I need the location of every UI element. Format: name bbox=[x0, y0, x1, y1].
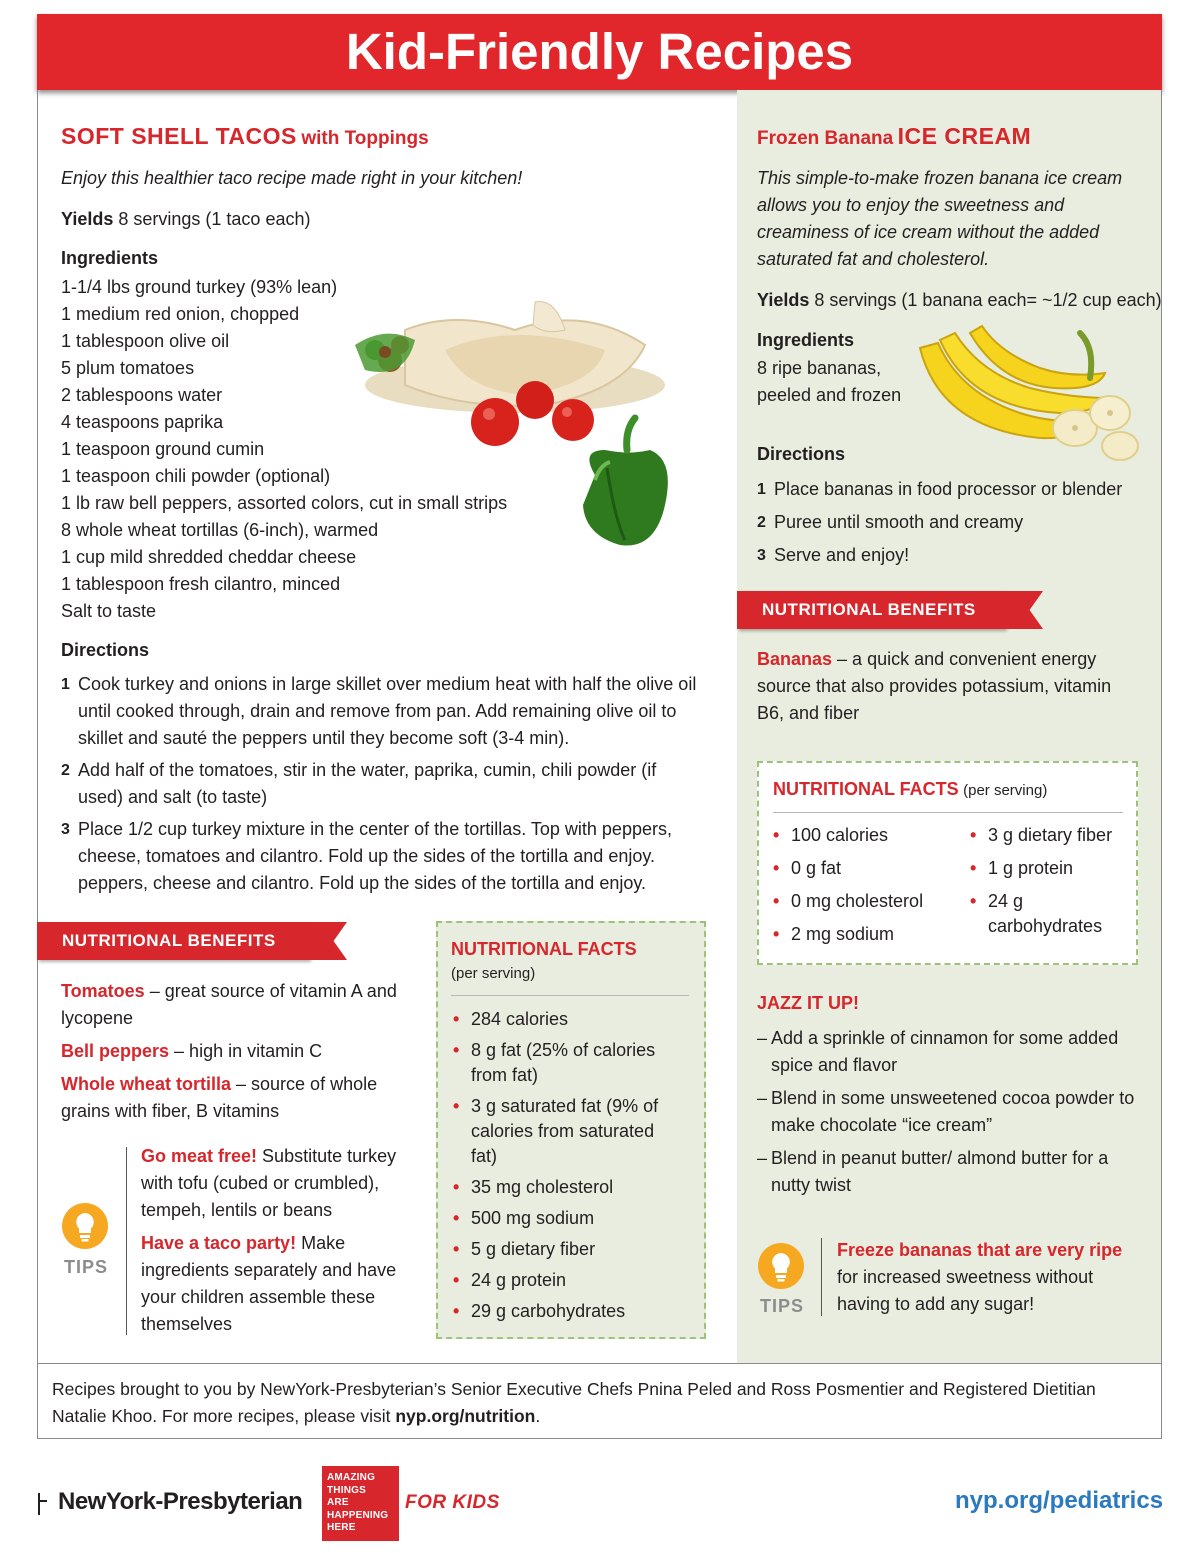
banana-yields-label: Yields bbox=[757, 290, 810, 310]
step-text: Place bananas in food processor or blender bbox=[774, 479, 1123, 499]
banana-facts-sub: (per serving) bbox=[963, 782, 1048, 799]
bananas-image bbox=[910, 318, 1145, 468]
list-item: 1 cup mild shredded cheddar cheese bbox=[61, 547, 357, 567]
banana-directions-heading: Directions bbox=[757, 444, 846, 464]
step-text: Serve and enjoy! bbox=[774, 545, 910, 565]
nutrition-link[interactable]: nyp.org/nutrition bbox=[395, 1406, 536, 1426]
logo-box-line: AMAZING bbox=[327, 1472, 376, 1483]
jazz-heading: JAZZ IT UP! bbox=[757, 993, 859, 1013]
jazz-text: Blend in some unsweetened cocoa powder to make chocolate “ice cream” bbox=[771, 1088, 1135, 1135]
step-text: Cook turkey and onions in large skillet over medium heat with half the olive oil until cooked through, drain and remove from pan. Add remaining olive oil to skillet and sauté the peppers until they become soft (3-4 min). bbox=[78, 674, 697, 748]
tacos-benefits-list bbox=[61, 978, 406, 1131]
pediatrics-link[interactable]: nyp.org/pediatrics bbox=[955, 1487, 1164, 1514]
title-banner bbox=[37, 14, 1162, 90]
list-item: • 500 mg sodium bbox=[453, 1206, 683, 1231]
jazz-text: Add a sprinkle of cinnamon for some added spice and flavor bbox=[771, 1028, 1119, 1075]
list-item: 5 plum tomatoes bbox=[61, 358, 195, 378]
list-item bbox=[141, 1230, 421, 1338]
credit-text: Recipes brought to you by NewYork-Presbyterian’s Senior Executive Chefs Pnina Peled and Ross Posmentier and Registered Dietitian Natalie Khoo. For more recipes, please visit bbox=[52, 1379, 1096, 1426]
banana-facts-heading bbox=[773, 779, 1047, 800]
nyp-logo-mark-icon bbox=[37, 1491, 53, 1517]
tip-lead: Have a taco party! bbox=[141, 1233, 297, 1253]
list-item: – Add a sprinkle of cinnamon for some added spice and flavor bbox=[757, 1028, 1119, 1075]
list-item: Salt to taste bbox=[61, 601, 157, 621]
tacos-intro: Enjoy this healthier taco recipe made right in your kitchen! bbox=[61, 168, 523, 188]
tip-lead: Freeze bananas that are very ripe bbox=[837, 1240, 1123, 1260]
logo-box-line: THINGS bbox=[327, 1484, 366, 1496]
list-item: 1 tablespoon olive oil bbox=[61, 331, 230, 351]
list-item bbox=[61, 816, 701, 897]
list-item bbox=[757, 509, 1147, 536]
benefit-text: – a quick and convenient energy source that also provides potassium, vitamin B6, and fiber bbox=[757, 649, 1112, 723]
list-item: • 24 g carbohydrates bbox=[970, 889, 1135, 939]
step-number: 2 bbox=[61, 762, 70, 779]
logo-box-line: HERE bbox=[327, 1522, 356, 1533]
banana-intro: This simple-to-make frozen banana ice cream allows you to enjoy the sweetness and creaminess of ice cream without the added saturated fat and cholesterol. bbox=[757, 168, 1123, 269]
facts-divider bbox=[773, 812, 1123, 813]
footer-credit: Recipes brought to you by NewYork-Presbyterian’s Senior Executive Chefs Pnina Peled and Ross Posmentier and Registered Dietitian Natalie Khoo. For more recipes, please visit nyp.org/nutrition. bbox=[52, 1379, 1096, 1426]
tacos-title-main: SOFT SHELL TACOS bbox=[61, 123, 297, 149]
list-item: peeled and frozen bbox=[757, 385, 902, 405]
benefit-name: Bananas bbox=[757, 649, 833, 669]
list-item: 4 teaspoons paprika bbox=[61, 412, 224, 432]
tacos-tips-list bbox=[141, 1143, 421, 1344]
for-kids-label: FOR KIDS bbox=[405, 1492, 500, 1513]
list-item: 1 teaspoon ground cumin bbox=[61, 439, 265, 459]
banana-facts-col1 bbox=[773, 823, 963, 955]
amazing-things-logo bbox=[322, 1466, 399, 1541]
tacos-yields bbox=[61, 206, 310, 233]
banana-facts-title: NUTRITIONAL FACTS bbox=[773, 779, 959, 799]
banana-ingredients-heading: Ingredients bbox=[757, 330, 855, 350]
lightbulb-icon bbox=[758, 1243, 804, 1289]
banana-tips-label: TIPS bbox=[760, 1296, 805, 1316]
step-text: Place 1/2 cup turkey mixture in the center of the tortillas. Top with peppers, cheese, tomatoes and cilantro. Fold up the sides of the tortilla and enjoy. peppers, cheese and cilantro. Fold up the sides of the tortilla and enjoy. bbox=[78, 819, 672, 893]
tip-text: Make ingredients separately and have your children assemble these themselves bbox=[141, 1233, 397, 1334]
logo-box-line: ARE bbox=[327, 1497, 349, 1508]
list-item: • 29 g carbohydrates bbox=[453, 1299, 683, 1324]
tips-divider bbox=[821, 1238, 822, 1316]
banana-facts-col2 bbox=[970, 823, 1135, 947]
bell-pepper-image bbox=[583, 418, 668, 546]
banana-yields-value: 8 servings (1 banana each= ~1/2 cup each) bbox=[814, 290, 1162, 310]
list-item: • 3 g dietary fiber bbox=[970, 823, 1135, 848]
tortilla-image bbox=[355, 302, 665, 413]
banana-benefits-heading: NUTRITIONAL BENEFITS bbox=[762, 600, 976, 619]
list-item: 1-1/4 lbs ground turkey (93% lean) bbox=[61, 277, 338, 297]
list-item: • 284 calories bbox=[453, 1007, 683, 1032]
list-item: • 1 g protein bbox=[970, 856, 1135, 881]
tacos-benefits-heading: NUTRITIONAL BENEFITS bbox=[62, 931, 276, 950]
list-item bbox=[61, 1071, 406, 1125]
page-title: Kid-Friendly Recipes bbox=[345, 23, 854, 80]
list-item: • 8 g fat (25% of calories from fat) bbox=[453, 1038, 683, 1088]
tips-divider bbox=[126, 1147, 127, 1335]
step-number: 1 bbox=[757, 481, 766, 498]
list-item bbox=[61, 978, 406, 1032]
benefit-text: – high in vitamin C bbox=[169, 1041, 323, 1061]
logo-box-line: HAPPENING bbox=[327, 1509, 389, 1521]
jazz-text: Blend in peanut butter/ almond butter for a nutty twist bbox=[771, 1148, 1109, 1195]
tacos-facts-sub: (per serving) bbox=[451, 965, 536, 982]
tacos-ingredients-heading: Ingredients bbox=[61, 248, 159, 268]
benefit-name: Tomatoes bbox=[61, 981, 145, 1001]
tacos-facts-list bbox=[453, 1007, 683, 1330]
list-item: • 2 mg sodium bbox=[773, 922, 963, 947]
list-item: • 0 g fat bbox=[773, 856, 963, 881]
footer-divider bbox=[37, 1363, 1161, 1364]
list-item: • 3 g saturated fat (9% of calories from saturated fat) bbox=[453, 1094, 683, 1169]
banana-tip bbox=[837, 1237, 1137, 1318]
benefit-name: Whole wheat tortilla bbox=[61, 1074, 232, 1094]
banana-ingredients-list bbox=[757, 355, 901, 409]
tacos-title bbox=[61, 123, 429, 150]
tip-text: Substitute turkey with tofu (cubed or crumbled), tempeh, lentils or beans bbox=[141, 1146, 397, 1220]
list-item: 2 tablespoons water bbox=[61, 385, 223, 405]
list-item: • 100 calories bbox=[773, 823, 963, 848]
tacos-yields-label: Yields bbox=[61, 209, 114, 229]
tip-text: for increased sweetness without having to add any sugar! bbox=[837, 1267, 1094, 1314]
list-item bbox=[61, 1038, 406, 1065]
tacos-facts-box bbox=[436, 921, 706, 1339]
step-text: Add half of the tomatoes, stir in the water, paprika, cumin, chili powder (if used) and salt (to taste) bbox=[78, 760, 657, 807]
step-number: 2 bbox=[757, 514, 766, 531]
list-item: – Blend in some unsweetened cocoa powder to make chocolate “ice cream” bbox=[757, 1088, 1135, 1135]
banana-directions-list bbox=[757, 476, 1147, 575]
benefit-text: – source of whole grains with fiber, B vitamins bbox=[61, 1074, 378, 1121]
list-item bbox=[757, 476, 1147, 503]
tacos-directions-heading: Directions bbox=[61, 640, 150, 660]
tacos-yields-value: 8 servings (1 taco each) bbox=[118, 209, 311, 229]
tacos-facts-title: NUTRITIONAL FACTS bbox=[451, 939, 637, 959]
step-number: 1 bbox=[61, 676, 70, 693]
list-item: – Blend in peanut butter/ almond butter for a nutty twist bbox=[757, 1148, 1109, 1195]
step-number: 3 bbox=[61, 821, 70, 838]
benefit-name: Bell peppers bbox=[61, 1041, 170, 1061]
list-item: 1 lb raw bell peppers, assorted colors, cut in small strips bbox=[61, 493, 508, 513]
list-item bbox=[141, 1143, 421, 1224]
banana-title bbox=[757, 123, 1031, 150]
tacos-benefits-ribbon bbox=[37, 922, 347, 964]
list-item: 1 teaspoon chili powder (optional) bbox=[61, 466, 331, 486]
banana-facts-box bbox=[757, 761, 1138, 965]
banana-benefits-ribbon bbox=[737, 591, 1047, 633]
list-item: 1 tablespoon fresh cilantro, minced bbox=[61, 574, 341, 594]
tacos-tips-label: TIPS bbox=[64, 1257, 109, 1277]
step-number: 3 bbox=[757, 547, 766, 564]
list-item: • 24 g protein bbox=[453, 1268, 683, 1293]
list-item bbox=[61, 671, 701, 752]
tacos-illustration bbox=[345, 290, 685, 560]
list-item: • 0 mg cholesterol bbox=[773, 889, 963, 914]
list-item: • 35 mg cholesterol bbox=[453, 1175, 683, 1200]
list-item bbox=[757, 542, 1147, 569]
tip-lead: Go meat free! bbox=[141, 1146, 258, 1166]
list-item: 8 ripe bananas, bbox=[757, 358, 882, 378]
jazz-list bbox=[757, 1025, 1142, 1205]
nyp-logo-name: NewYork-Presbyterian bbox=[58, 1488, 303, 1515]
banana-title-b: ICE CREAM bbox=[897, 123, 1032, 149]
list-item: 8 whole wheat tortillas (6-inch), warmed bbox=[61, 520, 379, 540]
step-text: Puree until smooth and creamy bbox=[774, 512, 1024, 532]
list-item bbox=[61, 757, 701, 811]
tacos-title-sub: with Toppings bbox=[301, 128, 429, 149]
banana-benefit bbox=[757, 646, 1142, 727]
list-item: 1 medium red onion, chopped bbox=[61, 304, 300, 324]
banana-yields bbox=[757, 287, 1162, 314]
facts-divider bbox=[451, 995, 689, 996]
banana-title-a: Frozen Banana bbox=[757, 128, 894, 149]
lightbulb-icon bbox=[62, 1203, 108, 1249]
tacos-directions-list bbox=[61, 671, 701, 902]
list-item: • 5 g dietary fiber bbox=[453, 1237, 683, 1262]
benefit-text: – great source of vitamin A and lycopene bbox=[61, 981, 397, 1028]
